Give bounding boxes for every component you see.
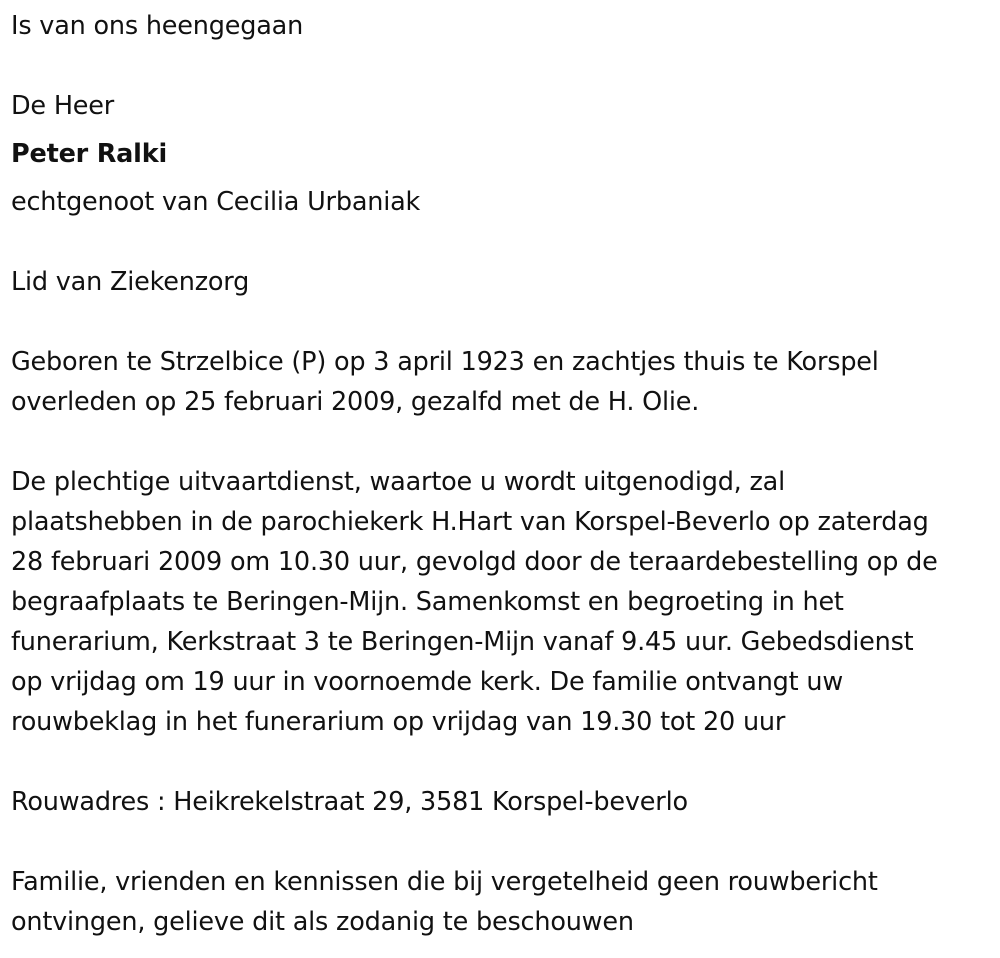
- service-line: De plechtige uitvaartdienst, waartoe u wordt uitgenodigd, zal: [11, 467, 785, 497]
- service-line: plaatshebben in de parochiekerk H.Hart van Korspel-Beverlo op zaterdag: [11, 507, 929, 537]
- birth-death-line: overleden op 25 februari 2009, gezalfd met de H. Olie.: [11, 387, 700, 417]
- service-line: rouwbeklag in het funerarium op vrijdag van 19.30 tot 20 uur: [11, 707, 786, 737]
- intro-text: Is van ons heengegaan: [11, 11, 304, 41]
- service-line: begraafplaats te Beringen-Mijn. Samenkomst en begroeting in het: [11, 587, 844, 617]
- deceased-name: Peter Ralki: [11, 139, 168, 169]
- service-line: 28 februari 2009 om 10.30 uur, gevolgd door de teraardebestelling op de: [11, 547, 938, 577]
- membership-line: Lid van Ziekenzorg: [11, 267, 250, 297]
- birth-death-line: Geboren te Strzelbice (P) op 3 april 1923 en zachtjes thuis te Korspel: [11, 347, 879, 377]
- closing-line: ontvingen, gelieve dit als zodanig te beschouwen: [11, 907, 634, 937]
- spouse-line: echtgenoot van Cecilia Urbaniak: [11, 187, 421, 217]
- service-line: op vrijdag om 19 uur in voornoemde kerk. De familie ontvangt uw: [11, 667, 843, 697]
- service-line: funerarium, Kerkstraat 3 te Beringen-Mijn vanaf 9.45 uur. Gebedsdienst: [11, 627, 914, 657]
- address-line: Rouwadres : Heikrekelstraat 29, 3581 Korspel-beverlo: [11, 787, 688, 817]
- closing-line: Familie, vrienden en kennissen die bij vergetelheid geen rouwbericht: [11, 867, 878, 897]
- title-prefix: De Heer: [11, 91, 115, 121]
